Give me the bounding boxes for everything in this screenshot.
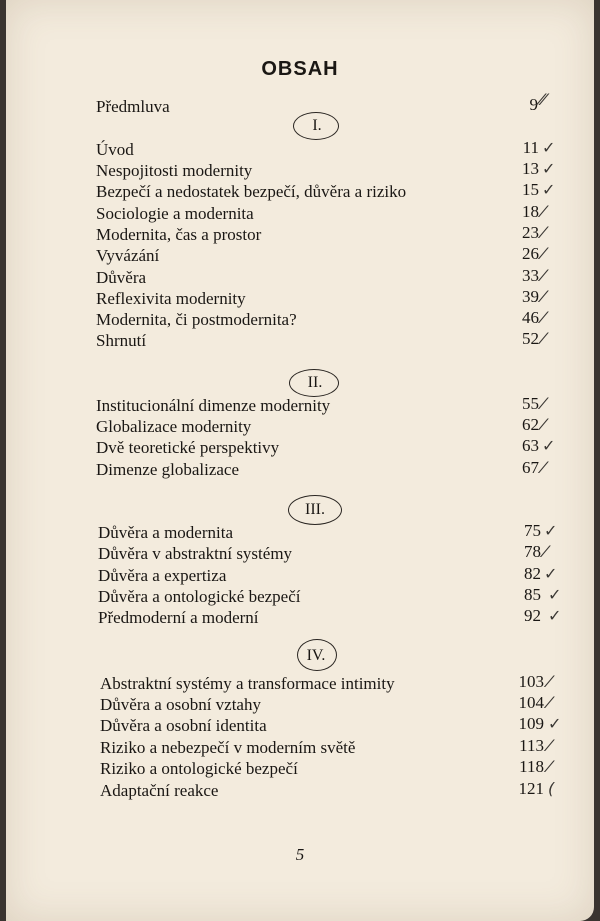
handwritten-check-icon: ⁄	[548, 693, 551, 712]
toc-entry-page: 104	[518, 693, 544, 712]
handwritten-check-icon: ⁄	[542, 329, 545, 348]
toc-entry-label: Abstraktní systémy a transformace intimity	[100, 674, 395, 693]
toc-entry-page: 85	[524, 585, 541, 604]
handwritten-check-icon: ⁄	[544, 542, 547, 561]
toc-entry-page: 113	[519, 736, 544, 755]
toc-entry-page: 103	[518, 672, 544, 691]
toc-entry-label: Modernita, čas a prostor	[96, 225, 262, 244]
handwritten-check-icon: ✓	[542, 138, 556, 157]
toc-entry-page: 92	[524, 606, 541, 625]
handwritten-check-icon: (	[548, 779, 555, 798]
handwritten-check-icon: ⁄	[542, 223, 545, 242]
toc-entry-label: Sociologie a modernita	[96, 204, 254, 223]
toc-entry-label: Důvěra v abstraktní systémy	[98, 544, 293, 563]
toc-entry-label: Riziko a ontologické bezpečí	[100, 759, 298, 778]
toc-entry-label: Důvěra a osobní vztahy	[100, 695, 261, 714]
handwritten-check-icon: ⁄	[542, 266, 545, 285]
toc-entry-page: 67	[522, 458, 539, 477]
toc-entry-page: 39	[522, 287, 539, 306]
page-title: OBSAH	[261, 58, 339, 80]
handwritten-check-icon: ✓	[548, 714, 562, 733]
toc-entry-label: Úvod	[96, 140, 134, 159]
handwritten-check-icon: ⁄⁄	[540, 90, 546, 109]
handwritten-check-icon: ✓	[544, 564, 558, 583]
toc-entry-page: 62	[522, 415, 539, 434]
toc-entry-label: Důvěra a modernita	[98, 523, 233, 542]
handwritten-check-icon: ⁄	[542, 287, 545, 306]
toc-entry-page: 121	[518, 779, 544, 798]
handwritten-check-icon: ⁄	[542, 394, 545, 413]
handwritten-check-icon: ✓	[542, 436, 556, 455]
toc-entry-label: Shrnutí	[96, 331, 147, 350]
toc-entry-label: Důvěra a osobní identita	[100, 716, 267, 735]
toc-entry-label: Riziko a nebezpečí v moderním světě	[100, 738, 356, 757]
toc-entry-page: 52	[522, 329, 539, 348]
toc-entry-label: Předmoderní a moderní	[98, 608, 259, 627]
section-roman-numeral: IV.	[306, 647, 326, 664]
toc-entry-label: Nespojitosti modernity	[96, 161, 253, 180]
handwritten-check-icon: ⁄	[542, 202, 545, 221]
toc-entry-page: 55	[522, 394, 539, 413]
handwritten-check-icon: ⁄	[542, 308, 545, 327]
handwritten-check-icon: ✓	[542, 159, 556, 178]
toc-entry-label: Bezpečí a nedostatek bezpečí, důvěra a riziko	[96, 182, 407, 201]
toc-entry-page: 75	[524, 521, 541, 540]
section-roman-numeral: III.	[305, 501, 325, 518]
toc-entry-page: 118	[519, 757, 544, 776]
toc-entry-page: 109	[518, 714, 544, 733]
section-roman-numeral: I.	[312, 117, 322, 134]
toc-entry-label: Důvěra	[96, 268, 147, 287]
toc-entry-label: Důvěra a expertiza	[98, 566, 227, 585]
handwritten-check-icon: ✓	[548, 585, 562, 604]
toc-entry-page: 26	[522, 244, 539, 263]
toc-entry-page: 46	[522, 308, 539, 327]
toc-entry-label: Institucionální dimenze modernity	[96, 396, 331, 415]
toc-entry-page: 13	[522, 159, 539, 178]
toc-entry-page: 15	[522, 180, 539, 199]
toc-entry-page: 18	[522, 202, 539, 221]
handwritten-check-icon: ✓	[542, 180, 556, 199]
toc-entry-label: Předmluva	[96, 97, 170, 116]
toc-entry-label: Vyvázání	[96, 246, 160, 265]
toc-entry-label: Reflexivita modernity	[96, 289, 246, 308]
toc-entry-page: 63	[522, 436, 539, 455]
handwritten-check-icon: ⁄	[542, 458, 545, 477]
toc-entry-label: Důvěra a ontologické bezpečí	[98, 587, 301, 606]
toc-entry-page: 82	[524, 564, 541, 583]
page-number: 5	[295, 845, 305, 864]
toc-entry-page: 33	[522, 266, 539, 285]
toc-entry-page: 78	[524, 542, 541, 561]
toc-entry-label: Dvě teoretické perspektivy	[96, 438, 280, 457]
toc-entry-label: Modernita, či postmodernita?	[96, 310, 297, 329]
handwritten-check-icon: ⁄	[548, 757, 551, 776]
toc-entry-page: 11	[522, 138, 539, 157]
handwritten-check-icon: ⁄	[548, 672, 551, 691]
toc-entry-label: Adaptační reakce	[100, 781, 219, 800]
toc-entry-label: Dimenze globalizace	[96, 460, 240, 479]
handwritten-check-icon: ⁄	[542, 244, 545, 263]
handwritten-check-icon: ⁄	[542, 415, 545, 434]
handwritten-check-icon: ✓	[548, 606, 562, 625]
toc-entry-page: 9	[529, 95, 538, 114]
section-roman-numeral: II.	[307, 374, 323, 391]
toc-entry-label: Globalizace modernity	[96, 417, 252, 436]
handwritten-check-icon: ⁄	[548, 736, 551, 755]
handwritten-check-icon: ✓	[544, 521, 558, 540]
toc-entry-page: 23	[522, 223, 539, 242]
